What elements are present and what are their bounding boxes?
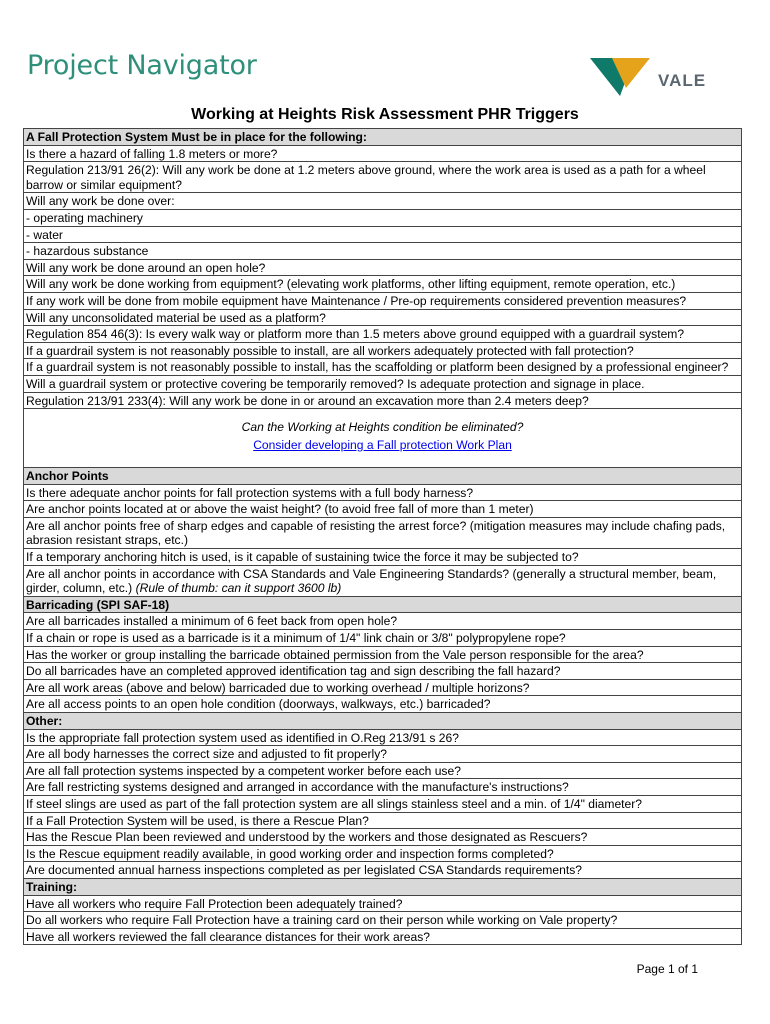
rule-of-thumb-note: (Rule of thumb: can it support 3600 lb) (135, 581, 342, 596)
fall-protection-item-row (24, 392, 742, 409)
fall-protection-item-row (24, 309, 742, 326)
other-heading-row (24, 713, 742, 730)
barricading-item: Are all barricades installed a minimum of 6 feet back from open hole? (24, 613, 742, 630)
fall-protection-item: Regulation 854 46(3): Is every walk way or platform more than 1.5 meters above ground equipped with a guardrail system? (24, 326, 742, 343)
anchor-points-item-row (24, 549, 742, 566)
fall-protection-item-row (24, 276, 742, 293)
barricading-item-row (24, 696, 742, 713)
fall-protection-heading: A Fall Protection System Must be in place for the following: (24, 129, 742, 146)
training-heading: Training: (24, 878, 742, 895)
document-title: Working at Heights Risk Assessment PHR Triggers (191, 106, 579, 123)
barricading-item: If a chain or rope is used as a barricade is it a minimum of 1/4" link chain or 3/8" polypropylene rope? (24, 630, 742, 647)
fall-protection-item: If a guardrail system is not reasonably possible to install, are all workers adequately protected with fall protection? (24, 342, 742, 359)
anchor-points-item (24, 565, 742, 596)
anchor-points-item: Are all anchor points free of sharp edges and capable of resisting the arrest force? (mitigation measures may include chafing pads, abrasion resistant straps, etc.) (24, 517, 742, 548)
fall-protection-item-row (24, 162, 742, 193)
fall-protection-item-row (24, 259, 742, 276)
work-plan-link-cell (24, 436, 742, 454)
fall-protection-item-row (24, 145, 742, 162)
other-item-row (24, 779, 742, 796)
training-item: Have all workers who require Fall Protection been adequately trained? (24, 895, 742, 912)
other-item: Is the appropriate fall protection system used as identified in O.Reg 213/91 s 26? (24, 729, 742, 746)
fall-protection-item-row (24, 193, 742, 210)
other-item: Is the Rescue equipment readily available, in good working order and inspection forms completed? (24, 845, 742, 862)
spacer-row (24, 454, 742, 468)
fall-protection-item: Will any work be done around an open hole? (24, 259, 742, 276)
barricading-item-row (24, 613, 742, 630)
logo-text: VALE (658, 71, 707, 90)
fall-protection-item-row (24, 209, 742, 226)
fall-protection-item: Is there a hazard of falling 1.8 meters or more? (24, 145, 742, 162)
other-item-row (24, 845, 742, 862)
barricading-item: Has the worker or group installing the barricade obtained permission from the Vale person responsible for the area? (24, 646, 742, 663)
anchor-points-item: Are anchor points located at or above the waist height? (to avoid free fall of more than 1 meter) (24, 501, 742, 518)
checklist-table (23, 128, 742, 945)
other-item: Has the Rescue Plan been reviewed and understood by the workers and those designated as Rescuers? (24, 829, 742, 846)
barricading-item-row (24, 646, 742, 663)
barricading-item: Are all access points to an open hole condition (doorways, walkways, etc.) barricaded? (24, 696, 742, 713)
fall-protection-item: If any work will be done from mobile equipment have Maintenance / Pre-op requirements considered prevention measures? (24, 292, 742, 309)
anchor-points-heading-row (24, 468, 742, 485)
fall-protection-item: Will any unconsolidated material be used as a platform? (24, 309, 742, 326)
training-item-row (24, 928, 742, 945)
training-item: Do all workers who require Fall Protection have a training card on their person while working on Vale property? (24, 912, 742, 929)
vale-logo (590, 52, 720, 102)
other-item: If steel slings are used as part of the fall protection system are all slings stainless steel and a min. of 1/4" diameter? (24, 795, 742, 812)
fall-protection-item: - operating machinery (24, 209, 742, 226)
fall-protection-item: Regulation 213/91 233(4): Will any work be done in or around an excavation more than 2.4 meters deep? (24, 392, 742, 409)
anchor-points-item-row (24, 565, 742, 596)
other-item: Are documented annual harness inspections completed as per legislated CSA Standards requirements? (24, 862, 742, 879)
fall-protection-item: Regulation 213/91 26(2): Will any work be done at 1.2 meters above ground, where the work area is used as a path for a wheel barrow or similar equipment? (24, 162, 742, 193)
other-item-row (24, 729, 742, 746)
barricading-item-row (24, 663, 742, 680)
other-item: Are all body harnesses the correct size and adjusted to fit properly? (24, 746, 742, 763)
other-item-row (24, 829, 742, 846)
other-item-row (24, 862, 742, 879)
fall-protection-item-row (24, 326, 742, 343)
other-heading: Other: (24, 713, 742, 730)
spacer (24, 409, 742, 419)
fall-protection-item: If a guardrail system is not reasonably possible to install, has the scaffolding or platform been designed by a professional engineer? (24, 359, 742, 376)
anchor-points-item: If a temporary anchoring hitch is used, is it capable of sustaining twice the force it may be subjected to? (24, 549, 742, 566)
training-item-row (24, 895, 742, 912)
other-item: If a Fall Protection System will be used, is there a Rescue Plan? (24, 812, 742, 829)
spacer (24, 454, 742, 468)
anchor-points-item-row (24, 484, 742, 501)
other-item-row (24, 812, 742, 829)
work-plan-link-cell-row (24, 436, 742, 454)
fall-protection-item: - water (24, 226, 742, 243)
training-item-row (24, 912, 742, 929)
anchor-points-item: Is there adequate anchor points for fall protection systems with a full body harness? (24, 484, 742, 501)
anchor-item-text: Are all anchor points in accordance with CSA Standards and Vale Engineering Standards? (generally a structural member, beam, girder, column, etc.) (26, 566, 717, 596)
elimination-question: Can the Working at Heights condition be eliminated? (24, 418, 742, 436)
fall-protection-item-row (24, 292, 742, 309)
other-item-row (24, 762, 742, 779)
barricading-heading: Barricading (SPI SAF-18) (24, 596, 742, 613)
barricading-item: Are all work areas (above and below) barricaded due to working overhead / multiple horizons? (24, 679, 742, 696)
fall-protection-item: Will a guardrail system or protective covering be temporarily removed? Is adequate protection and signage in place. (24, 375, 742, 392)
page-number: Page 1 of 1 (636, 962, 698, 976)
fall-protection-item-row (24, 375, 742, 392)
elimination-question-row (24, 418, 742, 436)
fall-protection-item-row (24, 243, 742, 260)
other-item-row (24, 795, 742, 812)
fall-protection-item-row (24, 342, 742, 359)
barricading-item-row (24, 679, 742, 696)
training-item: Have all workers reviewed the fall clearance distances for their work areas? (24, 928, 742, 945)
fall-protection-item: - hazardous substance (24, 243, 742, 260)
anchor-points-item-row (24, 501, 742, 518)
training-heading-row (24, 878, 742, 895)
other-item: Are all fall protection systems inspected by a competent worker before each use? (24, 762, 742, 779)
barricading-heading-row (24, 596, 742, 613)
other-item: Are fall restricting systems designed and arranged in accordance with the manufacture's instructions? (24, 779, 742, 796)
work-plan-link[interactable]: Consider developing a Fall protection Work Plan (253, 438, 512, 453)
fall-protection-item-row (24, 359, 742, 376)
brand-title: Project Navigator (27, 50, 257, 81)
other-item-row (24, 746, 742, 763)
anchor-points-heading: Anchor Points (24, 468, 742, 485)
fall-protection-item: Will any work be done over: (24, 193, 742, 210)
spacer-row (24, 409, 742, 419)
barricading-item-row (24, 630, 742, 647)
fall-protection-heading-row (24, 129, 742, 146)
fall-protection-item: Will any work be done working from equipment? (elevating work platforms, other lifting equipment, remote operation, etc.) (24, 276, 742, 293)
anchor-points-item-row (24, 517, 742, 548)
barricading-item: Do all barricades have an completed approved identification tag and sign describing the fall hazard? (24, 663, 742, 680)
fall-protection-item-row (24, 226, 742, 243)
